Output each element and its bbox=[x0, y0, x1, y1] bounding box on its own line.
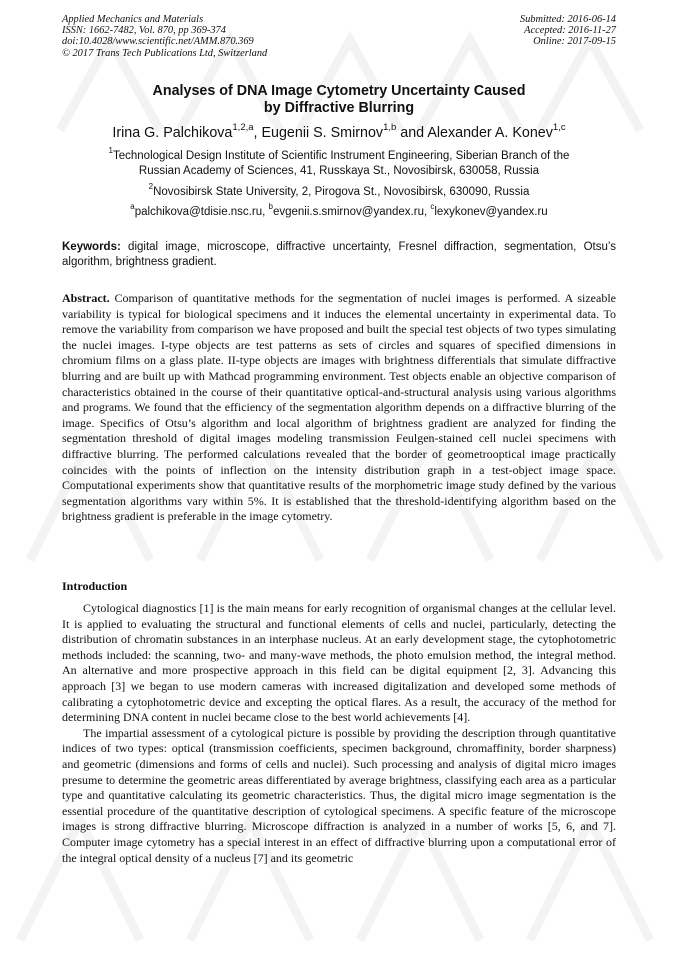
author-affiliation-mark: 1,b bbox=[383, 122, 397, 134]
email-link[interactable]: lexykonev@yandex.ru bbox=[434, 206, 548, 218]
doi: doi:10.4028/www.scientific.net/AMM.870.369 bbox=[62, 36, 254, 48]
journal-header-right bbox=[520, 14, 616, 48]
paragraph: Cytological diagnostics [1] is the main means for early recognition of organismal changes at the cellular level. It is applied to evaluating the structural and functional elements of cells and nuclei, particularly, detecting the distribution of chromatin substances in an interphase nucleus. At an early development stage, the cytophotometric methods included: the scanning, two- and many-wave methods, the photo emulsion method, the integral method. An alternative and more prospective approach in this field can be digital equipment [2, 3]. Advancing this approach [3] we began to use modern cameras with increased digitalization and developed some methods of calibrating a cytophotometric device and excepting the optical flares. As a result, the accuracy of the method for determining DNA content in nuclei became close to the best world achievements [4]. bbox=[62, 601, 616, 725]
email-mark: b bbox=[268, 202, 273, 212]
author-list bbox=[62, 122, 616, 142]
online-date: Online: 2017-09-15 bbox=[533, 36, 616, 48]
affiliation-2 bbox=[62, 182, 616, 200]
journal-header-left bbox=[62, 14, 267, 59]
submitted-date: Submitted: 2016-06-14 bbox=[519, 14, 616, 25]
journal-name: Applied Mechanics and Materials bbox=[62, 14, 204, 25]
title-line-1: Analyses of DNA Image Cytometry Uncertainty Caused bbox=[152, 83, 526, 99]
section-heading-introduction: Introduction bbox=[62, 579, 128, 593]
author-affiliation-mark: 1,c bbox=[552, 122, 566, 134]
affiliation-1-line-2: Russian Academy of Sciences, 41, Russkaya St., Novosibirsk, 630058, Russia bbox=[138, 164, 540, 177]
issn: ISSN: 1662-7482, Vol. 870, pp 369-374 bbox=[62, 25, 226, 37]
keywords-text: digital image, microscope, diffractive uncertainty, Fresnel diffraction, segmentation, Otsu’s algorithm, brightness gradient. bbox=[62, 241, 616, 268]
email-mark: c bbox=[430, 202, 435, 212]
email-link[interactable]: evgenii.s.smirnov@yandex.ru bbox=[272, 206, 424, 218]
keywords bbox=[62, 240, 616, 270]
author-name: Alexander A. Konev bbox=[427, 125, 553, 141]
accepted-date: Accepted: 2016-11-27 bbox=[524, 25, 616, 37]
affiliation-1 bbox=[62, 146, 616, 178]
affiliation-mark: 1 bbox=[108, 146, 113, 156]
author-emails bbox=[62, 202, 616, 220]
abstract-label: Abstract. bbox=[62, 291, 110, 305]
introduction-body bbox=[62, 601, 616, 866]
email-separator: , bbox=[423, 206, 431, 218]
paragraph: The impartial assessment of a cytological picture is possible by providing the description through quantitative indices of two types: optical (transmission coefficients, specimen background, chromaffinity, border sharpness) and geometric (dimensions and forms of cells and nuclei). Such processing and analysis of digital micro images presume to determine the geometric areas differentiated by average brightness, classifying each area as a particular type and quantitative calculating its geometric characteristics. Thus, the digital micro image segmentation is the essential procedure of the quantitative description of cytological specimens. A specific feature of the microscope images is strong diffractive blurring. Microscope diffraction is analyzed in a number of works [5, 6, and 7]. Computer image cytometry has a special interest in an effect of diffractive blurring upon a computational error of the integral optical density of a nucleus [7] and its geometric bbox=[62, 725, 616, 865]
title-line-2: by Diffractive Blurring bbox=[263, 100, 415, 116]
abstract-text: Comparison of quantitative methods for the segmentation of nuclei images is performed. A sizeable variability is typical for biological specimens and it induces the elemental uncertainty in experimental data. To remove the variability from comparison we have proposed and built the special test objects of two types simulating the nuclei images. I-type objects are test patterns as sets of circles and squares of specified dimensions in chromium films on a glass plate. II-type objects are images with brightness differentials that simulate diffractive blurring and are built up with Mathcad programming environment. Test objects enable an objective comparison of characteristics obtained in the course of their quantitative optical-and-structural analysis using various algorithms and programs. We found that the efficiency of the segmentation algorithm depends on a diffractive blurring of the image. Specifics of Otsu’s algorithm and local algorithm of brightness gradient are analyzed for finding the segmentation threshold of digital images modeling transmission Feulgen-stained cell nuclei specimens with diffractive blurring. The performed calculations revealed that the border of geometrooptical image practically coincides with the points of inflection on the intensity distribution graph in a test-object image space. Computational experiments show that quantitative results of the morphometric image study defined by the various segmentation algorithms vary within 5%. It is established that the threshold-identifying algorithm based on the brightness gradient is preferable in the image cytometry. bbox=[62, 291, 616, 524]
author-name: Irina G. Palchikova bbox=[112, 125, 233, 141]
author-separator: and bbox=[396, 125, 428, 141]
paper-title bbox=[62, 83, 616, 117]
author-separator: , bbox=[253, 125, 262, 141]
abstract bbox=[62, 291, 616, 525]
keywords-label: Keywords: bbox=[62, 241, 121, 253]
affiliation-mark: 2 bbox=[148, 182, 154, 192]
author-affiliation-mark: 1,2,a bbox=[232, 122, 254, 134]
copyright: © 2017 Trans Tech Publications Ltd, Switzerland bbox=[62, 47, 268, 59]
author-name: Eugenii S. Smirnov bbox=[261, 125, 384, 141]
email-link[interactable]: palchikova@tdisie.nsc.ru bbox=[134, 206, 263, 218]
email-separator: , bbox=[262, 206, 269, 218]
email-mark: a bbox=[130, 202, 135, 212]
affiliation-2-text: Novosibirsk State University, 2, Pirogova St., Novosibirsk, 630090, Russia bbox=[153, 186, 530, 198]
affiliation-1-line-1: Technological Design Institute of Scientific Instrument Engineering, Siberian Branch of the bbox=[113, 150, 570, 162]
